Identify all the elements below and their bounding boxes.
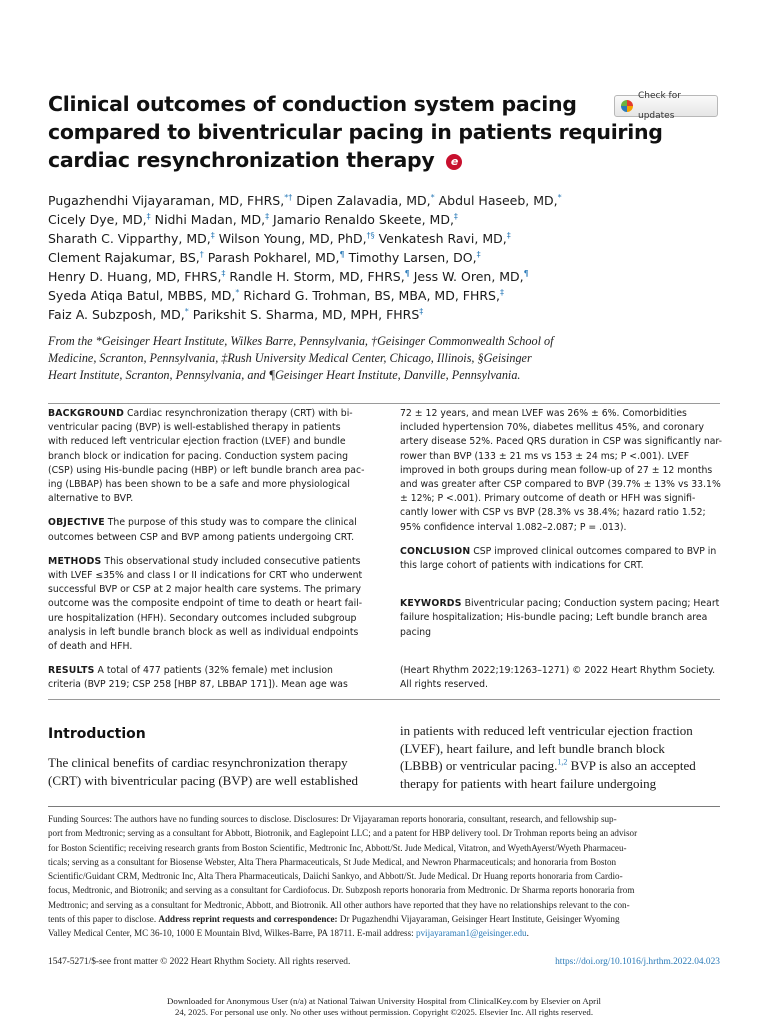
doi-link[interactable]: https://doi.org/10.1016/j.hrthm.2022.04.023 (555, 957, 720, 967)
body-line: The clinical benefits of cardiac resynchronization therapy (48, 755, 348, 770)
abstract-top-rule (48, 403, 720, 404)
author-line (48, 210, 608, 229)
body-right-column (400, 722, 722, 792)
abstract-line: of death and HFH. (48, 641, 133, 653)
body-left-column (48, 754, 370, 789)
author-name: Syeda Atiqa Batul, MBBS, MD, (48, 288, 236, 303)
footnote-line: port from Medtronic; serving as a consultant for Abbott, Biotronik, and Eaglepoint LLC; and a patent for HBP delivery tool. Dr Trohman reports being an advisor (48, 828, 638, 839)
abstract-line: ure hospitalization (HFH). Secondary outcomes included subgroup (48, 612, 357, 624)
abstract-line: pacing (400, 626, 432, 638)
affiliation-mark[interactable]: ‡ (265, 211, 270, 221)
abstract-right-column (400, 407, 722, 692)
affiliation-mark[interactable]: ¶ (523, 268, 529, 278)
abstract-line: this large cohort of patients with indications for CRT. (400, 560, 644, 572)
abstract-line: ± 12%; P <.001). Primary outcome of death or HFH was signifi- (400, 493, 696, 505)
section-head-keywords: KEYWORDS (400, 598, 462, 610)
abstract-text: The purpose of this study was to compare the clinical (107, 517, 357, 529)
author-list (48, 191, 608, 324)
check-for-updates-button[interactable] (614, 91, 718, 121)
body-line: (LVEF), heart failure, and left bundle branch block (400, 740, 665, 756)
abstract-text: This observational study included consecutive patients (104, 555, 361, 567)
abstract-text: Cardiac resynchronization therapy (CRT) with bi- (127, 408, 353, 419)
footnote-line: ticals; serving as a consultant for Biosense Webster, Alta Thera Pharmaceuticals, St Jude Medical, and Newron Pharmaceuticals; and honoraria from Boston (48, 856, 617, 867)
download-line: 24, 2025. For personal use only. No other uses without permission. Copyright ©2025. Elsevier Inc. All rights reserved. (174, 1007, 594, 1017)
affiliation-mark[interactable]: † (199, 249, 204, 259)
footnote-text: Dr Pugazhendhi Vijayaraman, Geisinger Heart Institute, Geisinger Wyoming (339, 914, 620, 925)
section-head-methods: METHODS (48, 555, 102, 567)
body-text: BVP is also an accepted (570, 758, 696, 774)
issn-copyright: 1547-5271/$-see front matter © 2022 Heart Rhythm Society. All rights reserved. (48, 957, 351, 967)
title-line: compared to biventricular pacing in patients requiring (48, 120, 663, 144)
footnote-text: Valley Medical Center, MC 36-10, 1000 E Mountain Blvd, Wilkes-Barre, PA 18711. E-mail address: (48, 928, 414, 939)
abstract-line: 95% confidence interval 1.082–2.087; P = .013). (400, 521, 627, 533)
email-link[interactable]: pvijayaraman1@geisinger.edu (415, 928, 527, 939)
abstract-line: with reduced left ventricular ejection fraction (LVEF) and bundle (48, 436, 346, 448)
check-for-updates-label: Check for updates (638, 91, 681, 121)
download-line: Downloaded for Anonymous User (n/a) at National Taiwan University Hospital from ClinicalKey.com by Elsevier on April (166, 996, 601, 1006)
abstract-left-column (48, 407, 370, 693)
abstract-line (400, 545, 722, 559)
abstract-line (48, 555, 370, 569)
abstract-line: successful BVP or CSP at 2 major health care systems. The primary (48, 584, 361, 596)
author-name: Cicely Dye, MD, (48, 212, 147, 227)
author-name: Jamario Renaldo Skeete, MD, (273, 212, 454, 227)
author-line (48, 305, 608, 324)
abstract-line: branch block or indication for pacing. Conduction system pacing (48, 450, 349, 462)
affiliation-mark[interactable]: ‡ (476, 249, 481, 259)
author-name: Pugazhendhi Vijayaraman, MD, FHRS, (48, 193, 285, 208)
abstract-line (48, 407, 370, 421)
affiliation-mark[interactable]: ‡ (419, 306, 424, 316)
author-name: Richard G. Trohman, BS, MBA, MD, FHRS, (243, 288, 500, 303)
abstract-line: outcomes between CSP and BVP among patients undergoing CRT. (48, 531, 355, 543)
affiliation-line: From the *Geisinger Heart Institute, Wilkes Barre, Pennsylvania, †Geisinger Commonwealth School of (48, 334, 554, 348)
footnote-line: Medtronic; and serving as a consultant for Medtronic, Abbott, and Biotronik. All other authors have reported that they have no relationships relevant to the con- (48, 899, 630, 910)
affiliation-mark[interactable]: * (557, 192, 562, 202)
author-line (48, 286, 608, 305)
affiliations (48, 333, 608, 384)
abstract-line: included hypertension 70%, diabetes mellitus 45%, and coronary (400, 422, 705, 434)
body-line: in patients with reduced left ventricular ejection fraction (400, 723, 693, 738)
abstract-line: improved in both groups during mean follow-up of 27 ± 12 months (400, 464, 713, 476)
abstract-line: criteria (BVP 219; CSP 258 [HBP 87, LBBAP 171]). Mean age was (48, 679, 348, 691)
section-head-conclusion: CONCLUSION (400, 545, 471, 557)
affiliation-mark[interactable]: †§ (366, 230, 375, 240)
abstract-line: artery disease 52%. Paced QRS duration in CSP was significantly nar- (400, 436, 722, 448)
section-head-objective: OBJECTIVE (48, 517, 105, 529)
affiliation-mark[interactable]: ‡ (221, 268, 226, 278)
author-name: Parash Pokharel, MD, (207, 250, 340, 265)
affiliation-line: Heart Institute, Scranton, Pennsylvania, and ¶Geisinger Heart Institute, Danville, Pennsylvania. (48, 368, 521, 382)
abstract-text: A total of 477 patients (32% female) met inclusion (97, 665, 333, 677)
affiliation-mark[interactable]: * (184, 306, 189, 316)
affiliation-mark[interactable]: * (430, 192, 435, 202)
author-name: Randle H. Storm, MD, FHRS, (229, 269, 405, 284)
section-head-results: RESULTS (48, 665, 95, 677)
affiliation-line: Medicine, Scranton, Pennsylvania, ‡Rush University Medical Center, Chicago, Illinois, §Geisinger (48, 351, 532, 365)
footnote-text: . (526, 928, 529, 939)
author-line (48, 267, 608, 286)
author-name: Parikshit S. Sharma, MD, MPH, FHRS (192, 307, 420, 322)
affiliation-mark[interactable]: ‡ (210, 230, 215, 240)
abstract-line: 72 ± 12 years, and mean LVEF was 26% ± 6%. Comorbidities (400, 408, 687, 419)
reference-link[interactable]: 1,2 (557, 757, 568, 767)
body-line: (CRT) with biventricular pacing (BVP) are well established (48, 772, 359, 788)
section-heading-introduction: Introduction (48, 726, 146, 742)
author-name: Clement Rajakumar, BS, (48, 250, 200, 265)
affiliation-mark[interactable]: * (235, 287, 240, 297)
author-name: Abdul Haseeb, MD, (438, 193, 558, 208)
section-head-background: BACKGROUND (48, 408, 125, 419)
citation-line: All rights reserved. (400, 679, 488, 691)
affiliation-mark[interactable]: *† (284, 192, 293, 202)
abstract-text: Biventricular pacing; Conduction system pacing; Heart (464, 598, 720, 610)
affiliation-mark[interactable]: ‡ (499, 287, 504, 297)
download-notice (0, 996, 768, 1018)
footnote-line: Scientific/Guidant CRM, Medtronic Inc, Alta Thera Pharmaceuticals, Daiichi Sankyo, and Abbott/St. Jude Medical. Dr Huang reports honoraria from Cardio- (48, 871, 623, 882)
abstract-line: outcome was the composite endpoint of time to death or heart fail- (48, 598, 363, 610)
body-text: (LBBB) or ventricular pacing. (400, 758, 558, 774)
abstract-line: failure hospitalization; His-bundle pacing; Left bundle branch area (400, 612, 708, 624)
abstract-line: with LVEF ≤35% and class I or II indications for CRT who underwent (48, 570, 363, 582)
footnote-text: tents of this paper to disclose. (48, 914, 157, 925)
affiliation-mark[interactable]: ¶ (339, 249, 345, 259)
abstract-line: ventricular pacing (BVP) is well-established therapy in patients (48, 422, 341, 434)
affiliation-mark[interactable]: ¶ (404, 268, 410, 278)
body-line: therapy for patients with heart failure undergoing (400, 775, 657, 791)
abstract-line: cantly lower with CSP vs BVP (28.3% vs 38.4%; hazard ratio 1.52; (400, 507, 706, 519)
abstract-line (48, 664, 370, 678)
footnote-line: Funding Sources: The authors have no funding sources to disclose. Disclosures: Dr Vijayaraman reports honoraria, consultant, research, and fellowship sup- (48, 814, 617, 824)
author-name: Dipen Zalavadia, MD, (296, 193, 431, 208)
affiliation-mark[interactable]: ‡ (506, 230, 511, 240)
author-name: Jess W. Oren, MD, (413, 269, 524, 284)
author-line (48, 229, 608, 248)
abstract-line (400, 597, 722, 611)
abstract-text: CSP improved clinical outcomes compared to BVP in (473, 545, 717, 557)
title-line-text: cardiac resynchronization therapy (48, 148, 435, 172)
correspondence-label: Address reprint requests and correspondence: (158, 914, 338, 925)
abstract-line (48, 516, 370, 530)
abstract-line: rower than BVP (133 ± 21 ms vs 153 ± 24 ms; P <.001). LVEF (400, 450, 690, 462)
author-name: Henry D. Huang, MD, FHRS, (48, 269, 222, 284)
author-name: Timothy Larsen, DO, (348, 250, 477, 265)
author-name: Nidhi Madan, MD, (154, 212, 266, 227)
abstract-line: analysis in left bundle branch block as well as individual endpoints (48, 626, 359, 638)
author-name: Sharath C. Vipparthy, MD, (48, 231, 211, 246)
citation-line: (Heart Rhythm 2022;19:1263–1271) © 2022 Heart Rhythm Society. (400, 664, 716, 676)
funding-disclosures-footnote (48, 812, 720, 941)
author-name: Faiz A. Subzposh, MD, (48, 307, 185, 322)
abstract-line: and was greater after CSP compared to BVP (39.7% ± 13% vs 33.1% (400, 479, 721, 491)
footnote-line: focus, Medtronic, and Biotronik; and serving as a consultant for Cardiofocus. Dr. Subzposh reports honoraria from Medtronic. Dr Sharma reports honoraria from (48, 885, 635, 896)
abstract-bottom-rule (48, 699, 720, 700)
abstract-line: ing (LBBAP) has been shown to be a safe and more physiological (48, 479, 350, 491)
title-line (48, 146, 608, 174)
abstract-line: (CSP) using His-bundle pacing (HBP) or left bundle branch area pac- (48, 464, 365, 476)
affiliation-mark[interactable]: ‡ (453, 211, 458, 221)
affiliation-mark[interactable]: ‡ (146, 211, 151, 221)
body-line (400, 757, 722, 775)
author-line (48, 248, 608, 267)
abstract-line: alternative to BVP. (48, 493, 134, 505)
author-line (48, 191, 608, 210)
title-line: Clinical outcomes of conduction system pacing (48, 92, 577, 116)
author-name: Wilson Young, MD, PhD, (218, 231, 367, 246)
editorial-e-icon[interactable]: e (446, 154, 462, 170)
author-name: Venkatesh Ravi, MD, (378, 231, 507, 246)
footnote-rule (48, 806, 720, 807)
footnote-line (48, 912, 720, 926)
crossmark-icon (621, 100, 633, 112)
footnote-line (48, 926, 720, 940)
footnote-line: for Boston Scientific; receiving research grants from Boston Scientific, Medtronic Inc, Abbott/St. Jude Medical, Vitatron, and WyethAyerst/Wyeth Pharmaceu- (48, 842, 627, 853)
